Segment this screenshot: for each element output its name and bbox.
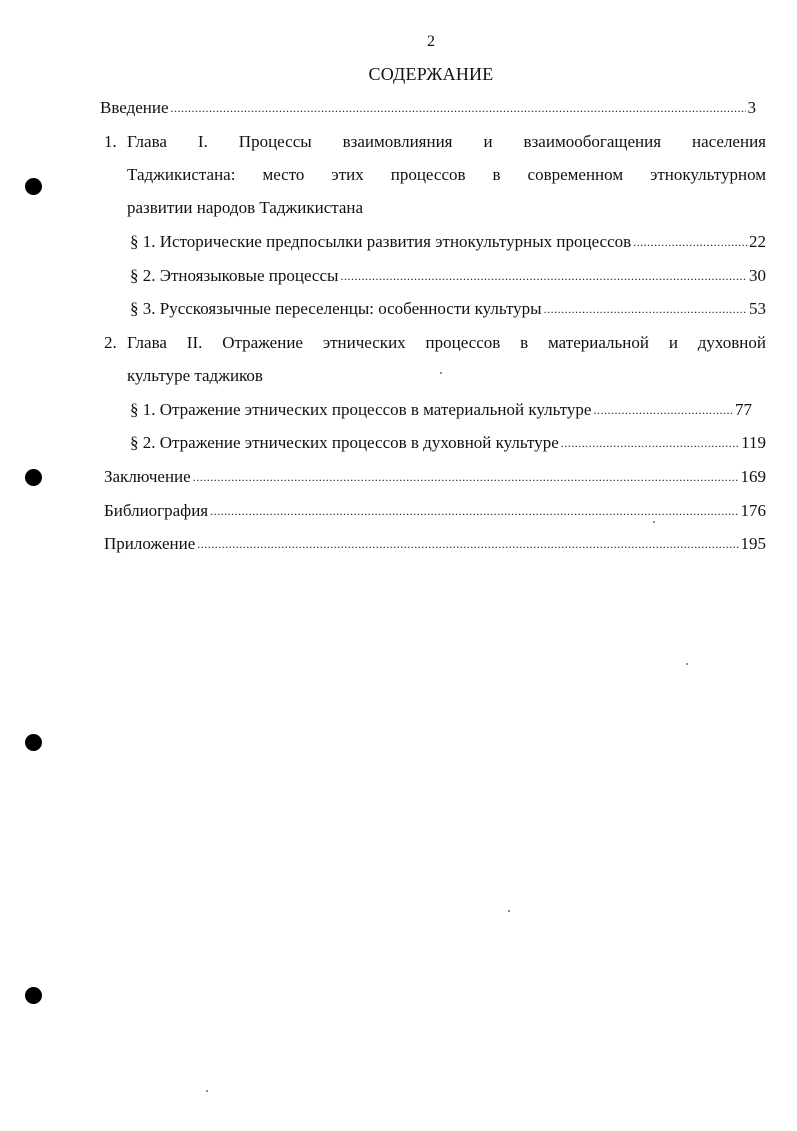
scan-speck [653,521,655,523]
toc-entry-page: 176 [740,501,766,520]
page-title: СОДЕРЖАНИЕ [368,64,494,84]
scan-speck [508,910,510,912]
toc-entry-section [130,265,766,288]
toc-entry-page: 119 [741,433,766,452]
toc-entry-page: 77 [735,400,752,419]
toc-entry-section [130,298,766,321]
toc-entry-label: § 1. Исторические предпосылки развития этнокультурных процессов [130,232,632,251]
toc-entry-label: § 1. Отражение этнических процессов в материальной культуре [130,400,592,419]
chapter-2-title-line-1: Глава II. Отражение этнических процессов в материальной и духовной [127,333,766,352]
scan-speck [206,1090,208,1092]
punch-hole [25,469,42,486]
toc-entry-appendix [104,533,766,556]
dot-leader [197,532,738,555]
toc-entry-page: 169 [740,467,766,486]
toc-entry-page: 195 [740,534,766,553]
dot-leader [561,431,739,454]
toc-entry-section [130,432,766,455]
chapter-number: 2. [104,333,117,352]
toc-entry-section [130,231,766,254]
punch-hole [25,987,42,1004]
scan-speck [686,663,688,665]
toc-entry-section [130,399,752,422]
toc-entry-page: 53 [749,299,766,318]
dot-leader [340,264,747,287]
toc-entry-label: Введение [100,98,169,117]
chapter-1-title-line-2: Таджикистана: место этих процессов в современном этнокультурном [127,165,766,184]
toc-entry-page: 22 [749,232,766,251]
punch-hole [25,178,42,195]
chapter-1-title-line-1: Глава I. Процессы взаимовлияния и взаимообогащения населения [127,132,766,151]
dot-leader [171,96,746,119]
toc-entry-page: 3 [747,98,756,117]
toc-entry-label: Заключение [104,467,191,486]
chapter-1-title-line-3: развитии народов Таджикистана [127,198,364,217]
page-number: 2 [427,33,435,50]
toc-entry-label: Приложение [104,534,196,553]
punch-hole [25,734,42,751]
toc-entry-label: Библиография [104,501,209,520]
dot-leader [193,465,739,488]
dot-leader [544,297,747,320]
toc-entry-intro [100,97,756,120]
scan-speck [440,372,442,374]
dot-leader [593,398,733,421]
chapter-number: 1. [104,132,117,151]
toc-entry-page: 30 [749,266,766,285]
toc-entry-label: § 2. Этноязыковые процессы [130,266,339,285]
dot-leader [210,499,738,522]
toc-entry-label: § 3. Русскоязычные переселенцы: особенности культуры [130,299,542,318]
toc-entry-conclusion [104,466,766,489]
toc-entry-bibliography [104,500,766,523]
dot-leader [633,230,747,253]
toc-entry-label: § 2. Отражение этнических процессов в духовной культуре [130,433,559,452]
chapter-2-title-line-2: культуре таджиков [127,366,263,385]
